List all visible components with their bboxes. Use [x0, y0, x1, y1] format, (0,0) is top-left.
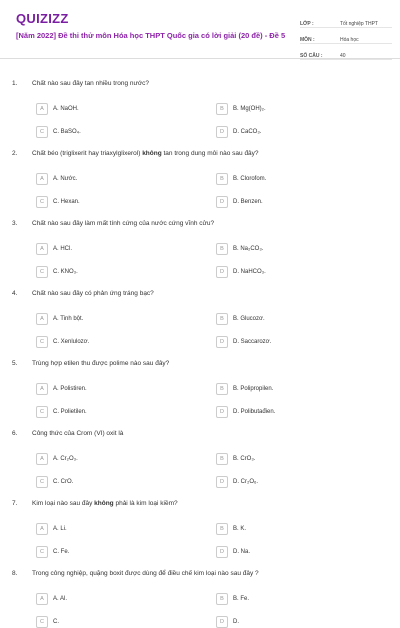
- option-letter-box[interactable]: D: [216, 336, 228, 348]
- meta-value: Tốt nghiệp THPT: [340, 21, 378, 27]
- option-text: C. Hexan.: [53, 199, 80, 205]
- option-text: D.: [233, 619, 239, 625]
- question-text: Công thức của Crom (VI) oxit là: [32, 430, 124, 437]
- question-text: Chất nào sau đây có phản ứng tráng bạc?: [32, 290, 154, 297]
- meta-value: 40: [340, 53, 346, 59]
- question-text: Chất nào sau đây tan nhiều trong nước?: [32, 80, 150, 87]
- option-text: C. KNO₃.: [53, 269, 78, 275]
- question-text: [32, 150, 259, 157]
- option-letter-box[interactable]: B: [216, 523, 228, 535]
- meta-box: [300, 14, 392, 62]
- option-c[interactable]: [36, 196, 80, 208]
- option-b[interactable]: [216, 523, 246, 535]
- meta-key: SỐ CÂU :: [300, 53, 323, 59]
- option-letter-box[interactable]: C: [36, 476, 48, 488]
- option-letter-box[interactable]: C: [36, 126, 48, 138]
- option-text: C. Polietilen.: [53, 409, 87, 415]
- option-a[interactable]: [36, 313, 83, 325]
- header: [0, 0, 400, 59]
- option-text: A. NaOH.: [53, 106, 79, 112]
- question-number: 8.: [12, 570, 18, 577]
- option-letter-box[interactable]: B: [216, 313, 228, 325]
- meta-key: MÔN :: [300, 37, 315, 43]
- option-letter-box[interactable]: A: [36, 453, 48, 465]
- question-number: 2.: [12, 150, 18, 157]
- option-d[interactable]: [216, 126, 261, 138]
- option-a[interactable]: [36, 453, 78, 465]
- option-c[interactable]: [36, 616, 59, 628]
- option-text: B. Fe.: [233, 596, 250, 602]
- option-text: B. Clorofom.: [233, 176, 267, 182]
- option-text: C. Xenlulozơ.: [53, 339, 90, 345]
- option-text: D. Benzen.: [233, 199, 263, 205]
- question-number: 3.: [12, 220, 18, 227]
- option-c[interactable]: [36, 476, 73, 488]
- option-text: A. Polistiren.: [53, 386, 87, 392]
- option-text: D. Cr₂O₆.: [233, 479, 259, 485]
- question-text: [32, 500, 178, 507]
- option-text: A. Tinh bột.: [53, 316, 84, 322]
- option-b[interactable]: [216, 593, 249, 605]
- option-letter-box[interactable]: B: [216, 243, 228, 255]
- option-text: B. Na₂CO₃.: [233, 246, 264, 252]
- option-letter-box[interactable]: A: [36, 593, 48, 605]
- option-c[interactable]: [36, 266, 78, 278]
- option-text: C. Fe.: [53, 549, 70, 555]
- option-letter-box[interactable]: D: [216, 196, 228, 208]
- option-b[interactable]: [216, 243, 263, 255]
- option-letter-box[interactable]: C: [36, 196, 48, 208]
- option-b[interactable]: [216, 103, 266, 115]
- option-b[interactable]: [216, 453, 255, 465]
- question-text: Chất nào sau đây làm mất tính cứng của nước cứng vĩnh cửu?: [32, 220, 215, 227]
- option-letter-box[interactable]: B: [216, 383, 228, 395]
- option-text: A. Nước.: [53, 176, 78, 182]
- option-text: C. CrO.: [53, 479, 74, 485]
- question-text-part: phải là kim loại kiềm?: [113, 500, 178, 507]
- option-letter-box[interactable]: D: [216, 546, 228, 558]
- meta-value: Hóa học: [340, 37, 359, 43]
- question-text-emphasis: không: [142, 150, 162, 157]
- meta-row-class: [300, 14, 392, 28]
- question-text-part: tan trong dung môi nào sau đây?: [161, 150, 259, 157]
- option-a[interactable]: [36, 243, 72, 255]
- option-a[interactable]: [36, 173, 77, 185]
- question-number: 1.: [12, 80, 18, 87]
- option-letter-box[interactable]: A: [36, 313, 48, 325]
- option-c[interactable]: [36, 546, 69, 558]
- option-a[interactable]: [36, 383, 87, 395]
- option-letter-box[interactable]: A: [36, 103, 48, 115]
- option-letter-box[interactable]: B: [216, 593, 228, 605]
- option-d[interactable]: [216, 406, 275, 418]
- option-c[interactable]: [36, 336, 89, 348]
- option-text: D. Polibutađien.: [233, 409, 276, 415]
- question-text-part: Chất béo (triglixerit hay triaxylglixerol): [32, 150, 143, 157]
- meta-key: LỚP :: [300, 21, 314, 27]
- quizizz-logo: QUIZIZZ: [16, 11, 69, 26]
- option-letter-box[interactable]: C: [36, 336, 48, 348]
- option-letter-box[interactable]: D: [216, 476, 228, 488]
- option-text: A. Cr₂O₃.: [53, 456, 78, 462]
- question-text-emphasis: không: [94, 500, 114, 507]
- option-letter-box[interactable]: B: [216, 453, 228, 465]
- option-text: B. CrO₃.: [233, 456, 256, 462]
- option-text: C.: [53, 619, 59, 625]
- option-letter-box[interactable]: D: [216, 406, 228, 418]
- question-number: 7.: [12, 500, 18, 507]
- option-text: A. HCl.: [53, 246, 73, 252]
- option-letter-box[interactable]: A: [36, 173, 48, 185]
- option-text: D. Na.: [233, 549, 251, 555]
- option-text: B. Mg(OH)₂.: [233, 106, 266, 112]
- option-d[interactable]: [216, 546, 250, 558]
- option-letter-box[interactable]: C: [36, 546, 48, 558]
- question-text-part: Kim loại nào sau đây: [32, 500, 95, 507]
- question-number: 4.: [12, 290, 18, 297]
- option-letter-box[interactable]: D: [216, 266, 228, 278]
- option-text: D. Saccarozơ.: [233, 339, 272, 345]
- option-a[interactable]: [36, 523, 67, 535]
- option-letter-box[interactable]: D: [216, 126, 228, 138]
- option-letter-box[interactable]: A: [36, 523, 48, 535]
- page-title: [Năm 2022] Đề thi thử môn Hóa học THPT Quốc gia có lời giải (20 đề) - Đề 5: [16, 31, 286, 40]
- option-letter-box[interactable]: C: [36, 616, 48, 628]
- option-text: D. NaHCO₃.: [233, 269, 266, 275]
- option-text: B. Glucozơ.: [233, 316, 265, 322]
- option-letter-box[interactable]: B: [216, 173, 228, 185]
- question-text: Trong công nghiệp, quặng boxit được dùng để điều chế kim loại nào sau đây ?: [32, 570, 259, 577]
- option-d[interactable]: [216, 616, 239, 628]
- option-letter-box[interactable]: D: [216, 616, 228, 628]
- question-text: Trùng hợp etilen thu được polime nào sau đây?: [32, 360, 170, 367]
- question-number: 5.: [12, 360, 18, 367]
- option-letter-box[interactable]: A: [36, 243, 48, 255]
- option-text: A. Li.: [53, 526, 67, 532]
- option-letter-box[interactable]: A: [36, 383, 48, 395]
- option-text: B. K.: [233, 526, 247, 532]
- option-b[interactable]: [216, 313, 265, 325]
- option-b[interactable]: [216, 383, 273, 395]
- option-text: C. BaSO₄.: [53, 129, 81, 135]
- option-c[interactable]: [36, 126, 81, 138]
- option-letter-box[interactable]: C: [36, 406, 48, 418]
- option-text: D. CaCO₃.: [233, 129, 262, 135]
- option-a[interactable]: [36, 593, 67, 605]
- option-b[interactable]: [216, 173, 266, 185]
- question-number: 6.: [12, 430, 18, 437]
- option-text: B. Polipropilen.: [233, 386, 274, 392]
- option-text: A. Al.: [53, 596, 68, 602]
- option-d[interactable]: [216, 266, 266, 278]
- meta-row-count: [300, 46, 392, 60]
- option-d[interactable]: [216, 476, 258, 488]
- option-d[interactable]: [216, 336, 271, 348]
- meta-row-subject: [300, 30, 392, 44]
- option-a[interactable]: [36, 103, 79, 115]
- option-letter-box[interactable]: B: [216, 103, 228, 115]
- option-d[interactable]: [216, 196, 263, 208]
- option-c[interactable]: [36, 406, 87, 418]
- option-letter-box[interactable]: C: [36, 266, 48, 278]
